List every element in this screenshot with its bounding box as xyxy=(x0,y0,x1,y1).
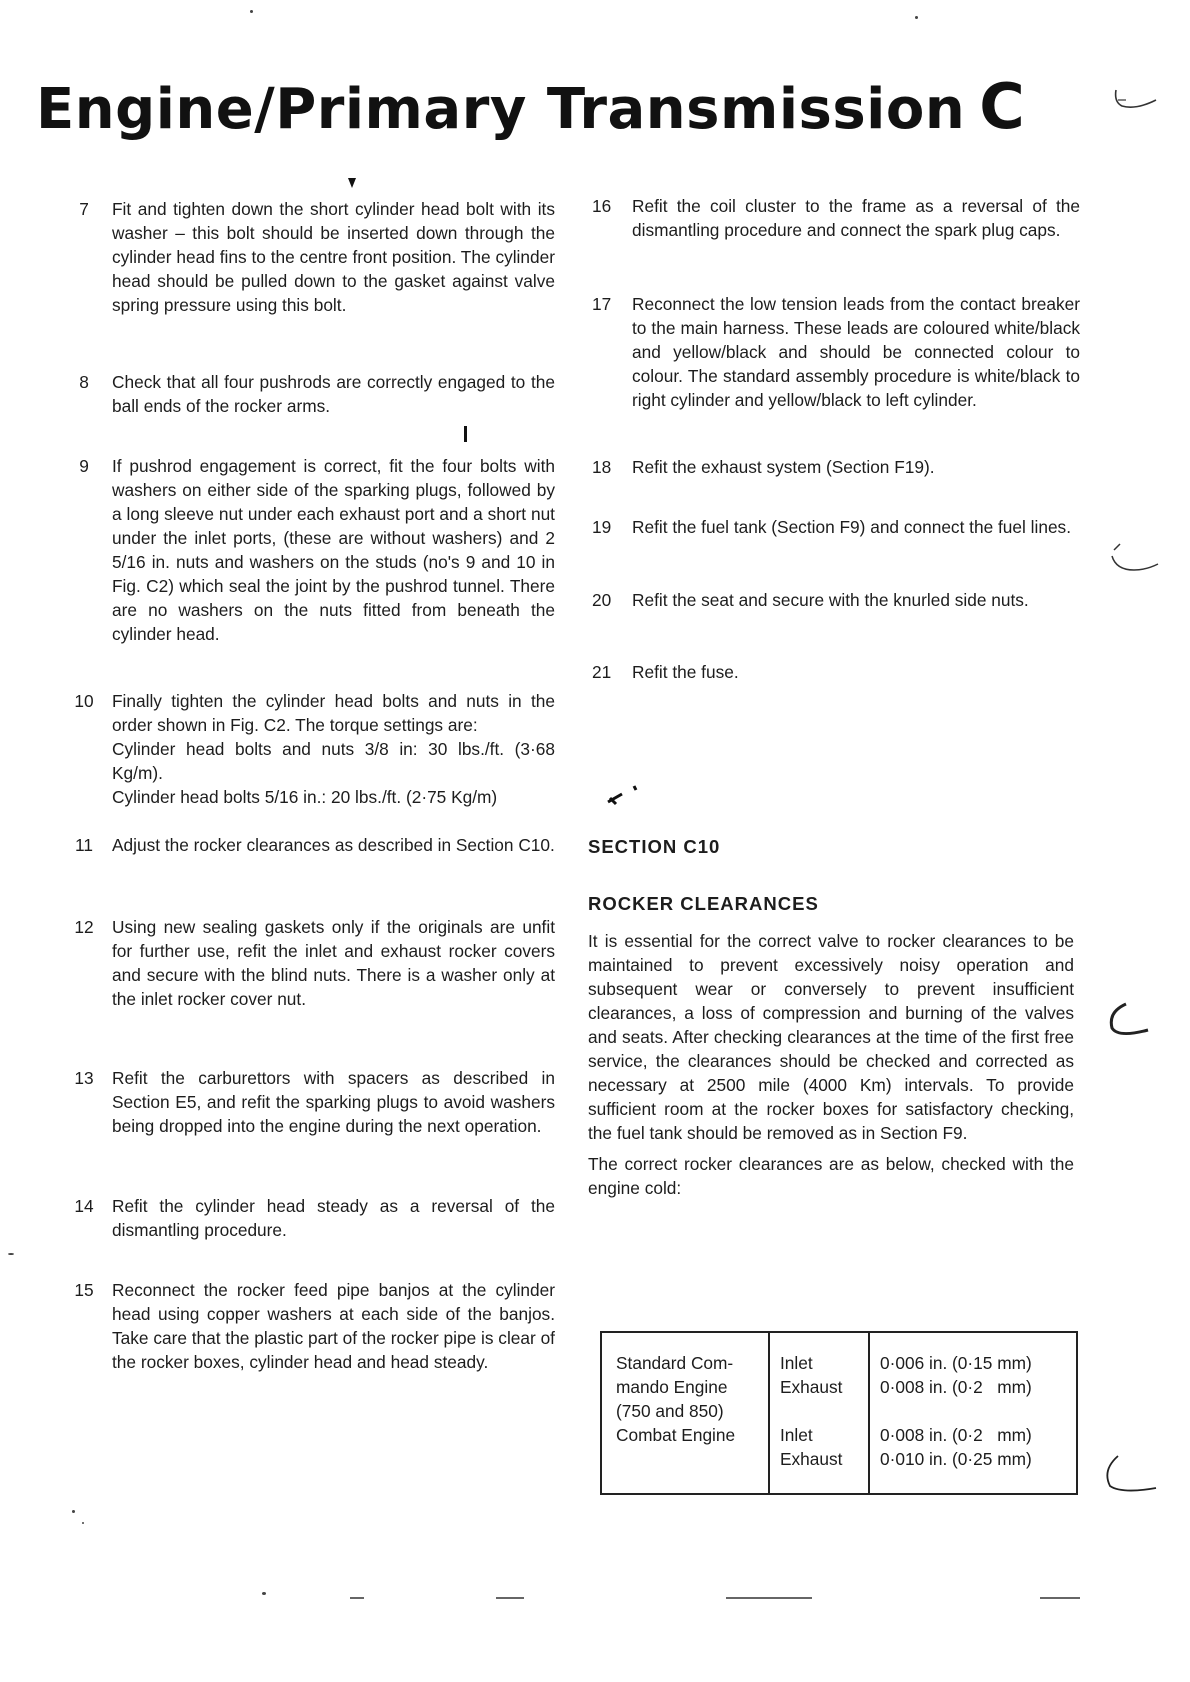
scan-speck xyxy=(262,1592,266,1595)
step-line: Reconnect the rocker feed pipe banjos at the cylinder head using copper washers at each side of the banjos. Take care that the plastic part of the rocker pipe is clear of the rocker boxes, cylinder head and head steady. xyxy=(112,1280,555,1372)
step-text xyxy=(112,1278,555,1374)
step-18 xyxy=(588,455,1080,479)
page-title xyxy=(36,70,1025,143)
scan-speck xyxy=(915,16,918,19)
margin-tick-mark xyxy=(1106,540,1162,580)
step-number: 18 xyxy=(592,457,612,477)
scan-line xyxy=(726,1597,812,1599)
engine-name-line: mando Engine xyxy=(616,1377,728,1397)
step-text xyxy=(112,1066,555,1138)
step-16 xyxy=(588,194,1080,242)
step-line: Refit the coil cluster to the frame as a reversal of the dismantling procedure and connect the spark plug caps. xyxy=(632,196,1080,240)
step-line: Cylinder head bolts and nuts 3/8 in: 30 lbs./ft. (3·68 Kg/m). xyxy=(112,739,555,783)
step-line: Refit the exhaust system (Section F19). xyxy=(632,457,935,477)
step-line: If pushrod engagement is correct, fit the four bolts with washers on either side of the sparking plugs, followed by a long sleeve nut under each exhaust port and a short nut under the inlet ports, (these are without washers) and 2 5/16 in. nuts and washers on the studs (no's 9 and 10 in Fig. C2) which seal the joint by the pushrod tunnel. There are no washers on the nuts fitted from beneath the cylinder head. xyxy=(112,456,555,644)
valve-label: Inlet xyxy=(780,1353,813,1373)
margin-c-mark xyxy=(1104,1000,1154,1040)
step-text xyxy=(112,1194,555,1242)
section-subheading: ROCKER CLEARANCES xyxy=(588,893,819,914)
step-14 xyxy=(60,1194,555,1242)
step-17 xyxy=(588,292,1080,412)
valve-label: Exhaust xyxy=(780,1377,843,1397)
engine-name-line: (750 and 850) xyxy=(616,1401,724,1421)
step-number: 14 xyxy=(74,1196,94,1216)
step-text xyxy=(112,454,555,646)
step-number: 16 xyxy=(592,196,612,216)
step-line: Refit the seat and secure with the knurled side nuts. xyxy=(632,590,1029,610)
step-line: Reconnect the low tension leads from the contact breaker to the main harness. These leads are coloured white/black and yellow/black and should be connected colour to colour. The standard assembly procedure is white/black to right cylinder and yellow/black to left cylinder. xyxy=(632,294,1080,410)
step-12 xyxy=(60,915,555,1011)
step-number: 20 xyxy=(592,590,612,610)
step-text xyxy=(112,689,555,809)
step-line: Adjust the rocker clearances as described in Section C10. xyxy=(112,835,555,855)
scan-speck xyxy=(82,1522,84,1524)
margin-c-mark xyxy=(1100,1452,1160,1496)
engine-name-line: Standard Com- xyxy=(616,1353,734,1373)
ink-blot-mark xyxy=(604,780,644,810)
page-title-text: Engine/Primary Transmission xyxy=(36,77,966,142)
step-line: Fit and tighten down the short cylinder head bolt with its washer – this bolt should be inserted down through the cylinder head fins to the centre front position. The cylinder head should be pulled down to the gasket against valve spring pressure using this bolt. xyxy=(112,199,555,315)
step-text xyxy=(632,588,1080,612)
step-19 xyxy=(588,515,1080,539)
step-line: Cylinder head bolts 5/16 in.: 20 lbs./ft. (2·75 Kg/m) xyxy=(112,787,498,807)
step-10 xyxy=(60,689,555,809)
scan-speck xyxy=(250,10,253,13)
ink-speck xyxy=(346,176,358,190)
step-text xyxy=(112,370,555,418)
step-11 xyxy=(60,833,555,857)
step-21 xyxy=(588,660,1080,684)
step-line: Refit the fuel tank (Section F9) and connect the fuel lines. xyxy=(632,517,1072,537)
step-number: 9 xyxy=(79,456,89,476)
section-paragraph-cold: The correct rocker clearances are as below, checked with the engine cold: xyxy=(588,1154,1074,1198)
step-line: Using new sealing gaskets only if the originals are unfit for further use, refit the inlet and exhaust rocker covers and secure with the blind nuts. There is a washer only at the inlet rocker cover nut. xyxy=(112,917,555,1009)
step-number: 7 xyxy=(79,199,89,219)
scan-speck xyxy=(72,1510,75,1513)
section-letter: C xyxy=(979,70,1026,143)
engine-name-line: Combat Engine xyxy=(616,1425,736,1445)
step-15 xyxy=(60,1278,555,1374)
ink-speck xyxy=(462,424,470,444)
margin-tick-mark xyxy=(1112,86,1162,118)
valve-label: Exhaust xyxy=(780,1449,843,1469)
step-text xyxy=(632,660,1080,684)
clearance-value: 0·008 in. (0·2 mm) xyxy=(880,1377,1032,1397)
section-heading: SECTION C10 xyxy=(588,836,721,857)
step-line: Refit the cylinder head steady as a reversal of the dismantling procedure. xyxy=(112,1196,555,1240)
step-number: 8 xyxy=(79,372,89,392)
step-text xyxy=(632,292,1080,412)
scan-line xyxy=(1040,1597,1080,1599)
scan-speck xyxy=(8,1253,14,1255)
section-paragraph: It is essential for the correct valve to rocker clearances to be maintained to prevent excessively noisy operation and subsequent wear or conversely to prevent insufficient clearances, a loss of compression and burning of the valves and seats. After checking clearances at the time of the first free service, the clearances should be checked and corrected as necessary at 2500 mile (4000 Km) intervals. To provide sufficient room at the rocker boxes for satisfactory checking, the fuel tank should be removed as in Section F9. xyxy=(588,931,1074,1143)
step-number: 11 xyxy=(75,835,93,855)
step-7 xyxy=(60,197,555,317)
step-number: 13 xyxy=(74,1068,94,1088)
step-line: Refit the carburettors with spacers as described in Section E5, and refit the sparking plugs to avoid washers being dropped into the engine during the next operation. xyxy=(112,1068,555,1136)
step-13 xyxy=(60,1066,555,1138)
step-number: 10 xyxy=(74,691,94,711)
scan-line xyxy=(496,1597,524,1599)
engine-cell xyxy=(601,1332,769,1494)
step-line: Refit the fuse. xyxy=(632,662,739,682)
step-text xyxy=(632,515,1080,539)
step-number: 21 xyxy=(592,662,612,682)
step-8 xyxy=(60,370,555,418)
clearance-value: 0·006 in. (0·15 mm) xyxy=(880,1353,1032,1373)
step-text xyxy=(112,197,555,317)
step-20 xyxy=(588,588,1080,612)
clearance-value-cell xyxy=(869,1332,1077,1494)
step-text xyxy=(632,194,1080,242)
step-line: Finally tighten the cylinder head bolts and nuts in the order shown in Fig. C2. The torque settings are: xyxy=(112,691,555,735)
rocker-clearance-table xyxy=(600,1331,1078,1495)
valve-cell xyxy=(769,1332,869,1494)
table-row xyxy=(601,1332,1077,1494)
clearance-value: 0·010 in. (0·25 mm) xyxy=(880,1449,1032,1469)
step-line: Check that all four pushrods are correctly engaged to the ball ends of the rocker arms. xyxy=(112,372,555,416)
step-9 xyxy=(60,454,555,646)
clearance-value: 0·008 in. (0·2 mm) xyxy=(880,1425,1032,1445)
step-text xyxy=(632,455,1080,479)
scan-line xyxy=(350,1597,364,1599)
step-text xyxy=(112,833,555,857)
step-number: 17 xyxy=(592,294,612,314)
step-number: 15 xyxy=(74,1280,94,1300)
step-number: 12 xyxy=(74,917,94,937)
step-text xyxy=(112,915,555,1011)
valve-label: Inlet xyxy=(780,1425,813,1445)
step-number: 19 xyxy=(592,517,612,537)
